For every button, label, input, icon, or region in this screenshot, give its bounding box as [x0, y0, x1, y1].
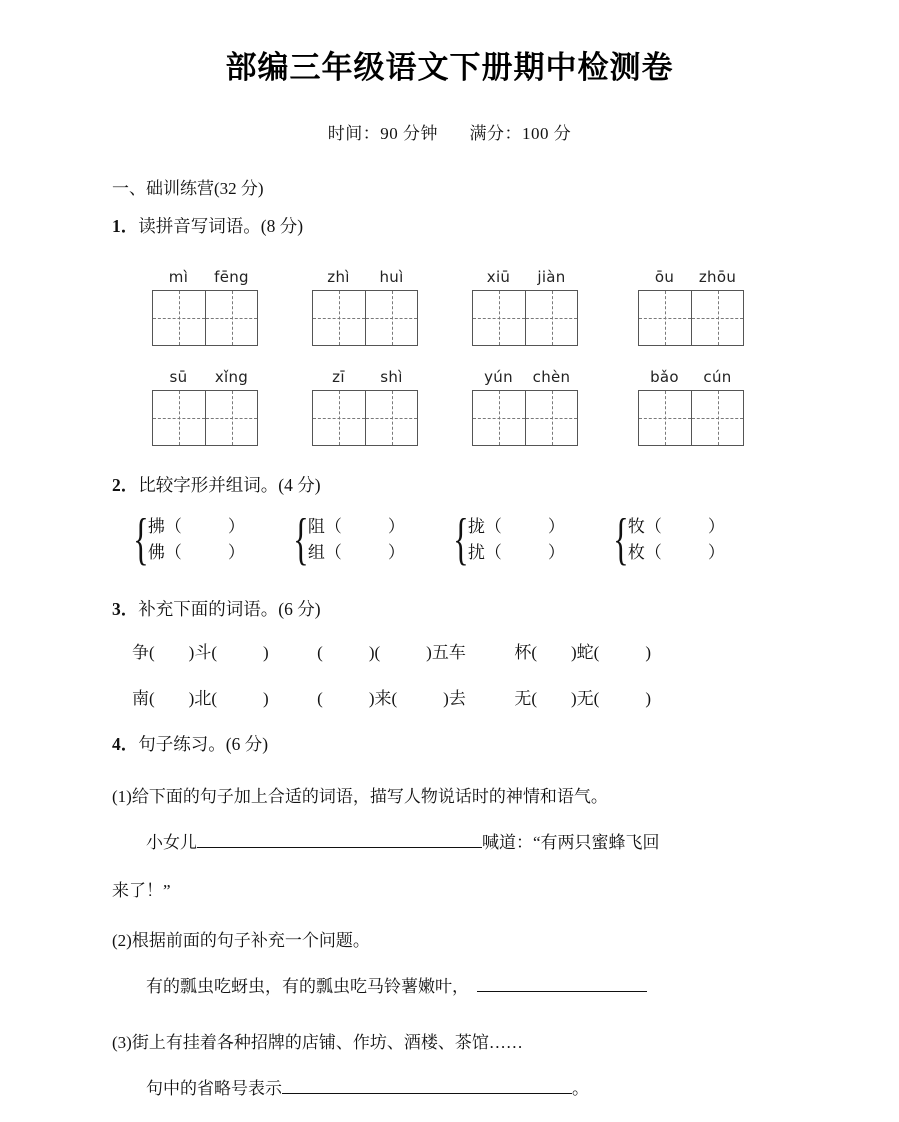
pinyin-label — [152, 268, 258, 286]
pinyin-syllable-2: chèn — [532, 368, 571, 386]
paren-close: ） — [227, 543, 245, 562]
pinyin-item-2 — [312, 268, 418, 346]
question-1-text: 读拼音写词语。(8 分) — [138, 216, 304, 236]
pinyin-syllable-1: ōu — [654, 268, 675, 286]
idiom-part: )( — [368, 643, 381, 662]
char-compare-group-3 — [448, 507, 565, 571]
pinyin-syllable-2: jiàn — [537, 268, 566, 286]
pinyin-label — [312, 368, 418, 386]
question-1-heading — [112, 213, 303, 238]
pinyin-syllable-1: yún — [484, 368, 513, 386]
pinyin-syllable-2: fēng — [214, 268, 249, 286]
tianzige-cell[interactable] — [525, 391, 577, 445]
tianzige-cell[interactable] — [525, 291, 577, 345]
paren-close: ） — [547, 517, 565, 536]
idiom-part: )去 — [443, 689, 466, 708]
pinyin-item-3 — [472, 268, 578, 346]
question-4-sub3-prompt: (3)街上有挂着各种招牌的店铺、作坊、酒楼、茶馆…… — [112, 1033, 523, 1052]
tianzige-cell[interactable] — [313, 391, 365, 445]
idiom-part: 无( — [514, 689, 538, 708]
char-label: 佛（ — [147, 543, 182, 562]
char-compare-rows — [148, 514, 245, 566]
char-compare-rows — [308, 514, 405, 566]
pinyin-item-4 — [638, 268, 744, 346]
char-compare-row-top[interactable] — [308, 514, 405, 540]
tianzige-grid[interactable] — [472, 390, 578, 446]
idiom-2[interactable] — [317, 643, 466, 662]
tianzige-cell[interactable] — [473, 291, 525, 345]
tianzige-cell[interactable] — [153, 391, 205, 445]
pinyin-label — [638, 368, 744, 386]
idiom-5[interactable] — [317, 689, 466, 708]
left-brace-icon: { — [293, 507, 309, 571]
pinyin-syllable-1: xiū — [486, 268, 511, 286]
tianzige-grid[interactable] — [312, 290, 418, 346]
char-compare-row-top[interactable] — [628, 514, 725, 540]
pinyin-label — [312, 268, 418, 286]
sentence-after-blank: 喊道：“有两只蜜蜂飞回 — [482, 833, 660, 852]
tianzige-grid[interactable] — [472, 290, 578, 346]
char-compare-row-bottom[interactable] — [148, 540, 245, 566]
tianzige-cell[interactable] — [639, 391, 691, 445]
char-compare-rows — [468, 514, 565, 566]
tianzige-grid[interactable] — [152, 290, 258, 346]
char-compare-row-top[interactable] — [148, 514, 245, 540]
pinyin-syllable-2: zhōu — [698, 268, 737, 286]
idiom-3[interactable] — [514, 643, 651, 662]
paren-close: ） — [707, 517, 725, 536]
answer-blank[interactable] — [197, 832, 482, 848]
pinyin-item-1 — [152, 268, 258, 346]
char-compare-row-bottom[interactable] — [308, 540, 405, 566]
idiom-1[interactable] — [132, 643, 269, 662]
char-label: 扰（ — [467, 543, 502, 562]
char-label: 拂（ — [147, 517, 182, 536]
char-label: 拢（ — [467, 517, 502, 536]
pinyin-label — [472, 368, 578, 386]
tianzige-cell[interactable] — [365, 291, 417, 345]
idiom-part: ) — [645, 689, 652, 708]
char-label: 枚（ — [627, 543, 662, 562]
question-4-sub1-answer-line2 — [112, 876, 171, 901]
pinyin-syllable-1: sū — [169, 368, 188, 386]
idiom-part: ( — [317, 689, 323, 708]
left-brace-icon: { — [133, 507, 149, 571]
question-2-number: 2． — [112, 475, 139, 495]
idiom-6[interactable] — [514, 689, 651, 708]
pinyin-label — [152, 368, 258, 386]
answer-blank[interactable] — [282, 1078, 572, 1094]
idiom-part: )五车 — [426, 643, 466, 662]
char-compare-group-1 — [128, 507, 245, 571]
pinyin-item-6 — [312, 368, 418, 446]
idiom-part: ( — [317, 643, 323, 662]
char-compare-group-2 — [288, 507, 405, 571]
tianzige-cell[interactable] — [365, 391, 417, 445]
sentence-continuation: 来了！” — [112, 881, 171, 900]
char-label: 阻（ — [307, 517, 342, 536]
tianzige-grid[interactable] — [638, 290, 744, 346]
question-4-sub1-prompt: (1)给下面的句子加上合适的词语，描写人物说话时的神情和语气。 — [112, 787, 608, 806]
pinyin-syllable-2: cún — [703, 368, 732, 386]
char-compare-rows — [628, 514, 725, 566]
char-compare-group-4 — [608, 507, 725, 571]
exam-meta — [0, 87, 899, 144]
sentence-before-blank: 有的瓢虫吃蚜虫，有的瓢虫吃马铃薯嫩叶， — [146, 977, 469, 996]
left-brace-icon: { — [453, 507, 469, 571]
idiom-completion-row-2 — [132, 684, 651, 709]
pinyin-item-8 — [638, 368, 744, 446]
sentence-before-blank: 小女儿 — [146, 833, 197, 852]
exam-duration: 时间：90 分钟 — [327, 124, 438, 143]
paren-close: ） — [387, 517, 405, 536]
idiom-part: ) — [645, 643, 652, 662]
pinyin-label — [472, 268, 578, 286]
pinyin-item-7 — [472, 368, 578, 446]
page-title: 部编三年级语文下册期中检测卷 — [225, 50, 674, 85]
question-4-sub1-answer-line1 — [112, 828, 660, 853]
exam-total-score: 满分：100 分 — [469, 124, 572, 143]
idiom-4[interactable] — [132, 689, 269, 708]
idiom-part: )斗( — [188, 643, 217, 662]
tianzige-grid[interactable] — [312, 390, 418, 446]
tianzige-cell[interactable] — [205, 391, 257, 445]
pinyin-syllable-2: xǐng — [214, 368, 249, 386]
idiom-part: )北( — [188, 689, 217, 708]
char-compare-row-top[interactable] — [468, 514, 565, 540]
char-compare-row-bottom[interactable] — [468, 540, 565, 566]
question-4-number: 4． — [112, 734, 139, 754]
pinyin-syllable-1: zī — [332, 368, 345, 386]
pinyin-syllable-1: bǎo — [650, 368, 679, 386]
tianzige-grid[interactable] — [638, 390, 744, 446]
question-3-heading — [112, 596, 321, 621]
tianzige-cell[interactable] — [313, 291, 365, 345]
paren-close: ） — [387, 543, 405, 562]
paren-close: ） — [547, 543, 565, 562]
question-4-sub3-answer — [112, 1074, 589, 1099]
idiom-completion-row-1 — [132, 638, 651, 663]
tianzige-cell[interactable] — [205, 291, 257, 345]
question-4-text: 句子练习。(6 分) — [138, 734, 269, 754]
question-4-sub2-answer — [112, 972, 647, 997]
pinyin-syllable-2: huì — [379, 268, 404, 286]
char-label: 牧（ — [627, 517, 662, 536]
paren-close: ） — [227, 517, 245, 536]
question-3-text: 补充下面的词语。(6 分) — [138, 599, 321, 619]
sentence-before-blank: 句中的省略号表示 — [146, 1079, 282, 1098]
question-2-text: 比较字形并组词。(4 分) — [138, 475, 321, 495]
tianzige-cell[interactable] — [639, 291, 691, 345]
left-brace-icon: { — [613, 507, 629, 571]
question-4-heading — [112, 731, 268, 756]
section-heading-1: 一、础训练营(32 分) — [112, 179, 264, 198]
question-4-sub2-prompt: (2)根据前面的句子补充一个问题。 — [112, 931, 370, 950]
tianzige-cell[interactable] — [691, 391, 743, 445]
tianzige-cell[interactable] — [691, 291, 743, 345]
char-label: 组（ — [307, 543, 342, 562]
idiom-part: ) — [263, 689, 269, 708]
pinyin-syllable-2: shì — [380, 368, 403, 386]
answer-blank[interactable] — [477, 976, 647, 992]
pinyin-syllable-1: mì — [168, 268, 189, 286]
paren-close: ） — [707, 543, 725, 562]
idiom-part: )来( — [368, 689, 398, 708]
idiom-part: ) — [263, 643, 269, 662]
tianzige-cell[interactable] — [153, 291, 205, 345]
idiom-part: 南( — [132, 689, 155, 708]
idiom-part: 杯( — [514, 643, 538, 662]
tianzige-cell[interactable] — [473, 391, 525, 445]
idiom-part: )无( — [571, 689, 600, 708]
idiom-part: )蛇( — [571, 643, 600, 662]
pinyin-item-5 — [152, 368, 258, 446]
question-1-number: 1． — [112, 216, 139, 236]
char-compare-row-bottom[interactable] — [628, 540, 725, 566]
tianzige-grid[interactable] — [152, 390, 258, 446]
pinyin-label — [638, 268, 744, 286]
question-3-number: 3． — [112, 599, 139, 619]
idiom-part: 争( — [132, 643, 155, 662]
question-2-heading — [112, 472, 321, 497]
pinyin-syllable-1: zhì — [327, 268, 350, 286]
sentence-after-blank: 。 — [572, 1079, 589, 1098]
